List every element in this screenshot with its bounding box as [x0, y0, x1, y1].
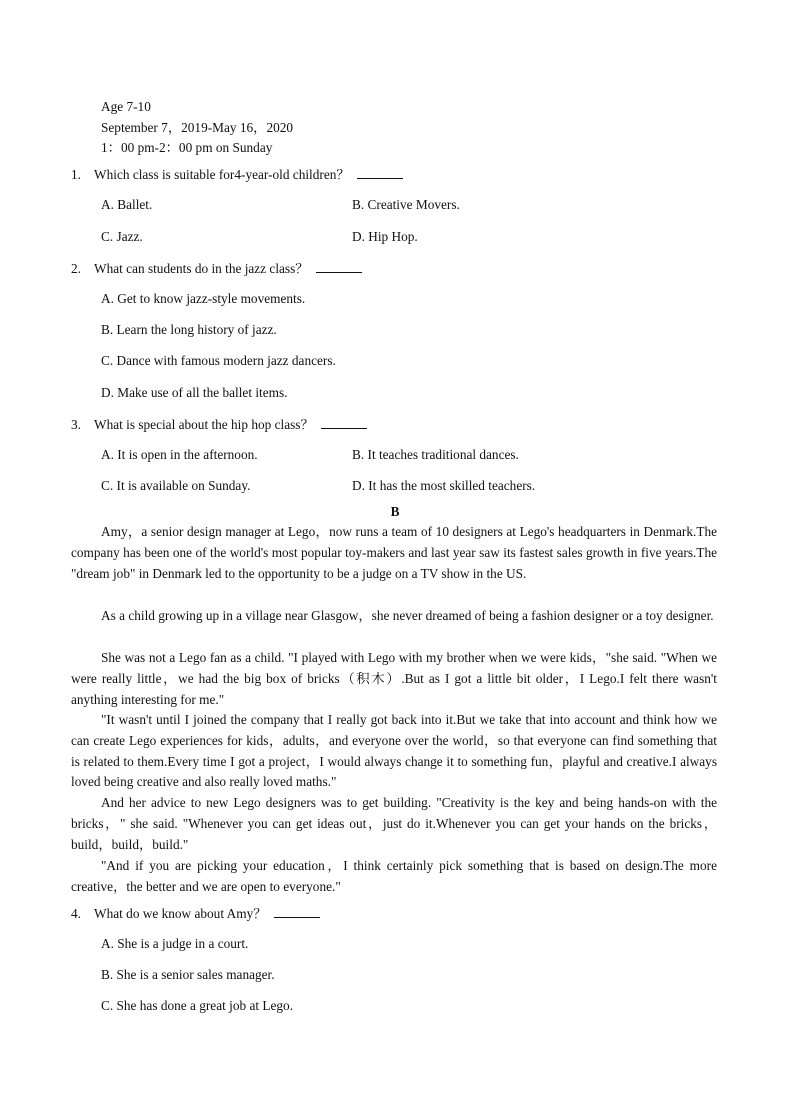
option-2c: C. Dance with famous modern jazz dancers.	[101, 353, 336, 368]
passage-paragraph-5: And her advice to new Lego designers was to get building. "Creativity is the key and being hands-on with the bricks，" she said. "Whenever you can get ideas out，just do it.Whenever you can get your hands on the bricks，build，build，build."	[71, 795, 717, 852]
option-2b: B. Learn the long history of jazz.	[101, 322, 277, 337]
option-3c: C. It is available on Sunday.	[101, 478, 251, 493]
option-1c: C. Jazz.	[101, 229, 143, 244]
question-text: Which class is suitable for4-year-old children？	[94, 167, 350, 182]
option-2a: A. Get to know jazz-style movements.	[101, 291, 306, 306]
question-text: What is special about the hip hop class？	[94, 417, 314, 432]
option-4a: A. She is a judge in a court.	[101, 936, 249, 951]
question-3	[71, 416, 367, 433]
question-text: What can students do in the jazz class？	[94, 261, 309, 276]
question-2	[71, 260, 362, 277]
question-number: 3.	[71, 417, 81, 432]
passage-paragraph-3: She was not a Lego fan as a child. "I played with Lego with my brother when we were kids，"she said. "When we were really little，we had the big box of bricks（积木）.But as I got a little bit older，I Lego.I felt there wasn't anything interesting for me."	[71, 650, 717, 707]
answer-blank[interactable]	[357, 166, 403, 179]
passage-paragraph-4: "It wasn't until I joined the company that I really got back into it.But we take that into account and think how we can create Lego experiences for kids，adults，and everyone over the world，so that everyone can find something that is related to them.Every time I got a project，I would always change it to something fun，playful and creative.I always loved being creative and also really loved maths."	[71, 712, 717, 790]
question-text: What do we know about Amy？	[94, 906, 267, 921]
answer-blank[interactable]	[274, 905, 320, 918]
question-4	[71, 905, 320, 922]
question-number: 4.	[71, 906, 81, 921]
class-time: 1：00 pm-2：00 pm on Sunday	[101, 140, 273, 155]
option-1b: B. Creative Movers.	[352, 197, 460, 212]
question-number: 2.	[71, 261, 81, 276]
answer-blank[interactable]	[321, 416, 367, 429]
option-1d: D. Hip Hop.	[352, 229, 418, 244]
section-title: B	[390, 504, 400, 519]
passage-paragraph-1: Amy，a senior design manager at Lego，now runs a team of 10 designers at Lego's headquarters in Denmark.The company has been one of the world's most popular toy-makers and last year saw its fastest sales growth in five years.The "dream job" in Denmark led to the opportunity to be a judge on a TV show in the US.	[71, 524, 717, 581]
option-1a: A. Ballet.	[101, 197, 153, 212]
question-1	[71, 166, 403, 183]
option-4b: B. She is a senior sales manager.	[101, 967, 275, 982]
answer-blank[interactable]	[316, 260, 362, 273]
date-range: September 7，2019-May 16，2020	[101, 120, 294, 135]
option-3d: D. It has the most skilled teachers.	[352, 478, 536, 493]
age-range: Age 7-10	[101, 99, 151, 114]
option-4c: C. She has done a great job at Lego.	[101, 998, 294, 1013]
option-3b: B. It teaches traditional dances.	[352, 447, 519, 462]
option-2d: D. Make use of all the ballet items.	[101, 385, 288, 400]
option-3a: A. It is open in the afternoon.	[101, 447, 258, 462]
passage-paragraph-6: "And if you are picking your education，I think certainly pick something that is based on design.The more creative，the better and we are open to everyone."	[71, 858, 717, 894]
question-number: 1.	[71, 167, 81, 182]
passage-paragraph-2: As a child growing up in a village near Glasgow，she never dreamed of being a fashion designer or a toy designer.	[101, 608, 714, 623]
